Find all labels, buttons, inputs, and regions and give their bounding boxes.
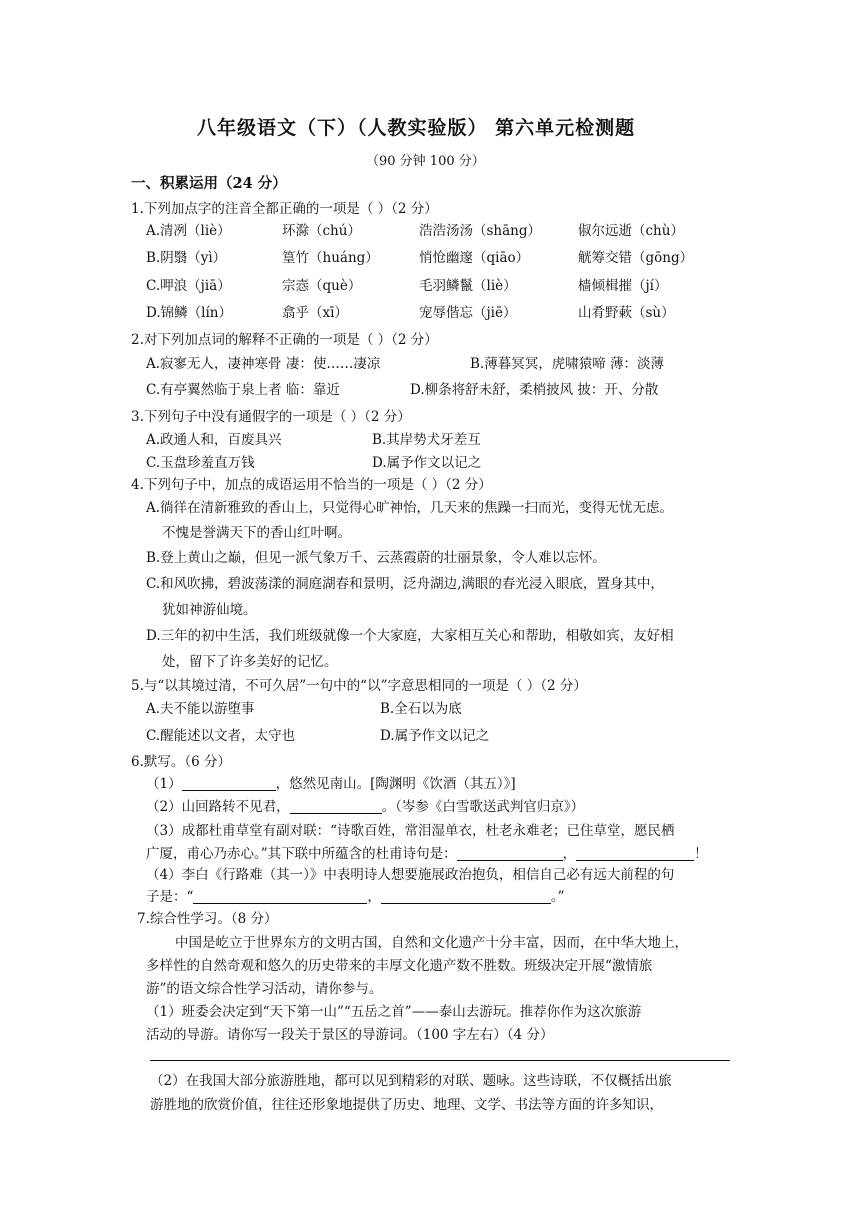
q1-option: 翕乎（xī）	[282, 305, 348, 321]
q6-item-4-end: 。”	[550, 889, 565, 905]
q1-option: 环滁（chú）	[282, 223, 361, 239]
q1-option: 山肴野蔌（sù）	[578, 305, 675, 321]
q7-paragraph: 中国是屹立于世界东方的文明古国，自然和文化遗产十分丰富，因而，在中华大地上，	[175, 935, 688, 951]
q1-option: 浩浩汤汤（shāng）	[419, 223, 542, 239]
q7-paragraph: 游”的语文综合性学习活动，请你参与。	[146, 981, 383, 997]
q1-option: A.清冽（liè）	[146, 223, 231, 239]
q4-line: C.和风吹拂，碧波荡漾的洞庭湖春和景明，泛舟湖边,满眼的春光浸入眼底，置身其中，	[146, 576, 664, 592]
q6-item-3-cont	[146, 845, 708, 863]
q4-stem: 4.下列句子中，加点的成语运用不恰当的一项是（ ）（2 分）	[131, 477, 492, 493]
q7-stem: 7.综合性学习。（8 分）	[137, 911, 278, 927]
q6-stem: 6.默写。（6 分）	[131, 754, 232, 770]
answer-blank[interactable]	[381, 889, 551, 904]
q5-option: C.醒能述以文者，太守也	[146, 728, 296, 744]
q6-item-1	[146, 775, 516, 793]
q6-item-2	[146, 798, 584, 816]
answer-blank[interactable]	[576, 846, 694, 861]
q1-option: 悄怆幽邃（qiāo）	[419, 250, 530, 266]
exam-time-score: （90 分钟 100 分）	[366, 154, 485, 169]
q6-item-1-label: （1）	[146, 776, 182, 792]
q2-option: C.有亭翼然临于泉上者 临：靠近	[146, 382, 340, 398]
q6-item-4: （4）李白《行路难（其一）》中表明诗人想要施展政治抱负，相信自己必有远大前程的句	[146, 867, 675, 883]
q7-paragraph: 多样性的自然奇观和悠久的历史带来的丰厚文化遗产数不胜数。班级决定开展“激情旅	[146, 958, 653, 974]
q5-option: A.夫不能以游堕事	[146, 701, 255, 717]
q5-stem: 5.与“以其境过清，不可久居”一句中的“以”字意思相同的一项是（ ）（2 分）	[131, 678, 587, 694]
q6-item-4-cont	[146, 888, 565, 906]
q6-item-3-end: ！	[694, 846, 708, 862]
q1-option: C.呷浪（jiā）	[146, 278, 231, 294]
q6-item-2-text-a: （2）山回路转不见君，	[146, 799, 290, 815]
q1-option: B.阴翳（yì）	[146, 250, 227, 266]
page-title: 八年级语文（下）（人教实验版） 第六单元检测题	[197, 117, 636, 139]
q7-sub2: 游胜地的欣赏价值，往往还形象地提供了历史、地理、文学、书法等方面的许多知识，	[150, 1097, 663, 1113]
q6-item-2-text-b: 。（岑参《白雪歌送武判官归京》）	[381, 799, 585, 815]
q6-item-3: （3）成都杜甫草堂有副对联：“诗歌百姓，常泪湿单衣，杜老永难老；已住草堂，愿民栖	[146, 823, 675, 839]
q1-option: D.锦鳞（lín）	[146, 305, 232, 321]
q5-option: B.全石以为底	[380, 701, 462, 717]
q7-sub1: 活动的导游。请你写一段关于景区的导游词。（100 字左右）（4 分）	[146, 1027, 554, 1043]
q4-line: A.徜徉在清新雅致的香山上，只觉得心旷神怡，几天来的焦躁一扫而光，变得无忧无虑。	[146, 500, 674, 516]
answer-blank[interactable]	[193, 889, 367, 904]
answer-blank[interactable]	[457, 846, 563, 861]
answer-blank[interactable]	[182, 776, 276, 791]
answer-blank[interactable]	[290, 799, 382, 814]
q3-option: D.属予作文以记之	[372, 455, 482, 471]
q2-option: B.薄暮冥冥，虎啸猿啼 薄：淡薄	[470, 356, 665, 372]
q2-stem: 2.对下列加点词的解释不正确的一项是（ ）（2 分）	[131, 332, 438, 348]
q1-option: 俶尔远逝（chù）	[578, 223, 684, 239]
q1-option: 觥筹交错（gōng）	[578, 250, 694, 266]
q6-item-3-sep: ，	[562, 846, 577, 862]
q1-option: 宠辱偕忘（jiē）	[419, 305, 517, 321]
q5-option: D.属予作文以记之	[380, 728, 490, 744]
q1-option: 篁竹（huáng）	[282, 250, 379, 266]
q4-line: 处，留下了许多美好的记忆。	[162, 654, 338, 670]
q6-item-4-sep: ，	[367, 889, 381, 905]
q4-line: 不愧是誉满天下的香山红叶啊。	[162, 525, 351, 541]
section-heading-1: 一、积累运用（24 分）	[131, 175, 287, 192]
q6-item-1-text: ，悠然见南山。[陶渊明《饮酒（其五）》]	[275, 776, 516, 792]
q7-sub1: （1）班委会决定到“天下第一山”“五岳之首”——泰山去游玩。推荐你作为这次旅游	[146, 1004, 642, 1020]
q3-option: A.政通人和，百废具兴	[146, 432, 282, 448]
q6-item-3-text: 广厦，甫心乃赤心。”其下联中所蕴含的杜甫诗句是：	[146, 846, 457, 862]
q1-option: 宗悫（què）	[282, 278, 362, 294]
q3-option: B.其岸势犬牙差互	[372, 432, 481, 448]
q1-stem: 1.下列加点字的注音全都正确的一项是（ ）（2 分）	[131, 201, 438, 217]
q3-option: C.玉盘珍羞直万钱	[146, 455, 255, 471]
q6-item-4-text: 子是：“	[146, 889, 194, 905]
q1-option: 樯倾楫摧（jí）	[578, 278, 668, 294]
q1-option: 毛羽鳞鬣（liè）	[419, 278, 517, 294]
q2-option: D.柳条将舒未舒，柔梢披风 披：开、分散	[410, 382, 659, 398]
q3-stem: 3.下列句子中没有通假字的一项是（ ）（2 分）	[131, 409, 411, 425]
q4-line: D.三年的初中生活，我们班级就像一个大家庭，大家相互关心和帮助，相敬如宾，友好相	[146, 628, 674, 644]
answer-line[interactable]	[150, 1060, 730, 1061]
q7-sub2: （2）在我国大部分旅游胜地，都可以见到精彩的对联、题咏。这些诗联，不仅概括出旅	[150, 1073, 672, 1089]
q2-option: A.寂寥无人，凄神寒骨 凄：使……凄凉	[146, 356, 381, 372]
q4-line: B.登上黄山之巅，但见一派气象万千、云蒸霞蔚的壮丽景象，令人难以忘怀。	[146, 550, 606, 566]
q4-line: 犹如神游仙境。	[162, 602, 257, 618]
